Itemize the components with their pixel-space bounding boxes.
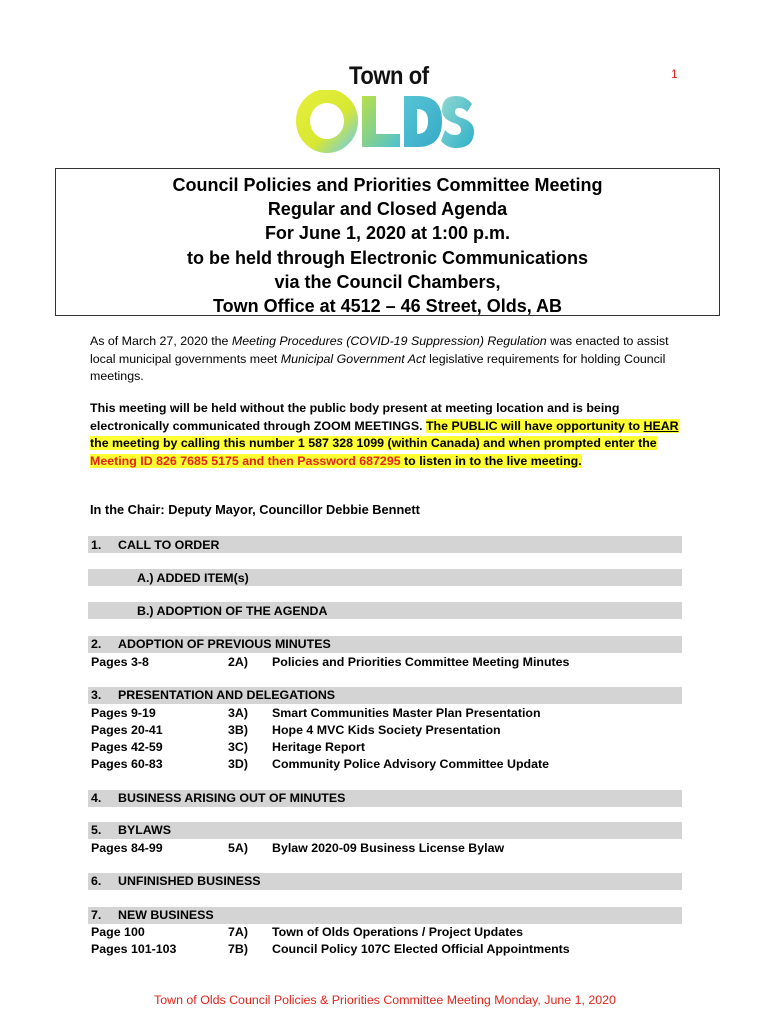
notice-text-3: the meeting by calling this number 1 587 328 1099 (within Canada) and when prompted enter the [90,436,657,450]
subsection-added-items: A.) ADDED ITEM(s) [137,571,249,585]
section-presentations: PRESENTATION AND DELEGATIONS [118,688,336,702]
item-title: Town of Olds Operations / Project Updates [272,925,524,939]
section-bylaws: BYLAWS [118,823,172,837]
notice-text-1: This meeting will be held without the public body present at meeting location and is being electronically communicated through ZOOM MEETINGS. [90,401,620,433]
item-title: Policies and Priorities Committee Meeting Minutes [272,655,570,669]
item-code: 5A) [228,841,248,855]
section-number: 7. [91,908,102,922]
title-line-4: to be held through Electronic Communications [186,247,589,268]
town-of-olds-logo [296,62,476,157]
item-code: 3D) [228,757,248,771]
zoom-meeting-notice [90,400,690,470]
covid-regulation-intro [90,333,690,386]
item-pages: Pages 3-8 [91,655,149,669]
section-unfinished-business: UNFINISHED BUSINESS [118,874,261,888]
agenda-title-box [55,168,720,316]
subsection-adoption-agenda: B.) ADOPTION OF THE AGENDA [137,604,328,618]
section-new-business: NEW BUSINESS [118,908,214,922]
notice-text-4: to listen in to the live meeting. [400,453,582,468]
intro-text-2: was enacted to assist local municipal governments meet [90,334,669,366]
chair-line: In the Chair: Deputy Mayor, Councillor Debbie Bennett [90,502,420,517]
item-title: Community Police Advisory Committee Update [272,757,550,771]
section-number: 1. [91,538,102,552]
notice-text-2: The PUBLIC will have opportunity to [425,418,644,433]
section-number: 3. [91,688,102,702]
item-code: 7A) [228,925,248,939]
item-code: 2A) [228,655,248,669]
item-title: Heritage Report [272,740,365,754]
intro-text-1: As of March 27, 2020 the [90,334,232,348]
item-pages: Pages 20-41 [91,723,163,737]
hear-emphasis: HEAR [643,418,679,433]
item-code: 3B) [228,723,248,737]
item-title: Council Policy 107C Elected Official Appointments [272,942,570,956]
act-name: Municipal Government Act [280,351,426,366]
item-code: 3A) [228,706,248,720]
item-pages: Pages 60-83 [91,757,163,771]
title-line-5: via the Council Chambers, [274,271,501,292]
item-title: Smart Communities Master Plan Presentation [272,706,541,720]
page-number: 1 [671,67,678,81]
item-code: 7B) [228,942,248,956]
section-previous-minutes: ADOPTION OF PREVIOUS MINUTES [118,637,331,651]
section-number: 4. [91,791,102,805]
page-footer: Town of Olds Council Policies & Priorities Committee Meeting Monday, June 1, 2020 [154,993,616,1007]
item-title: Hope 4 MVC Kids Society Presentation [272,723,501,737]
section-business-arising: BUSINESS ARISING OUT OF MINUTES [118,791,346,805]
logo-olds-wordmark [296,90,476,154]
title-line-1: Council Policies and Priorities Committee Meeting [172,175,603,195]
section-call-to-order: CALL TO ORDER [118,538,220,552]
item-pages: Pages 42-59 [91,740,163,754]
regulation-name: Meeting Procedures (COVID-19 Suppression) Regulation [231,334,547,348]
item-pages: Pages 101-103 [91,942,177,956]
title-line-6: Town Office at 4512 – 46 Street, Olds, AB [212,296,563,317]
meeting-id-password: Meeting ID 826 7685 5175 and then Password 687295 [90,453,401,468]
title-line-2: Regular and Closed Agenda [267,199,508,220]
section-number: 6. [91,874,102,888]
title-line-3: For June 1, 2020 at 1:00 p.m. [264,223,511,244]
item-code: 3C) [228,740,248,754]
item-pages: Pages 9-19 [91,706,156,720]
item-pages: Page 100 [91,925,145,939]
logo-town-of-text: Town of [349,62,429,90]
section-number: 2. [91,637,102,651]
section-number: 5. [91,823,102,837]
item-title: Bylaw 2020-09 Business License Bylaw [272,841,505,855]
intro-text-3: legislative requirements for holding Council meetings. [90,351,666,383]
item-pages: Pages 84-99 [91,841,163,855]
section-bar-bylaws [88,822,682,839]
